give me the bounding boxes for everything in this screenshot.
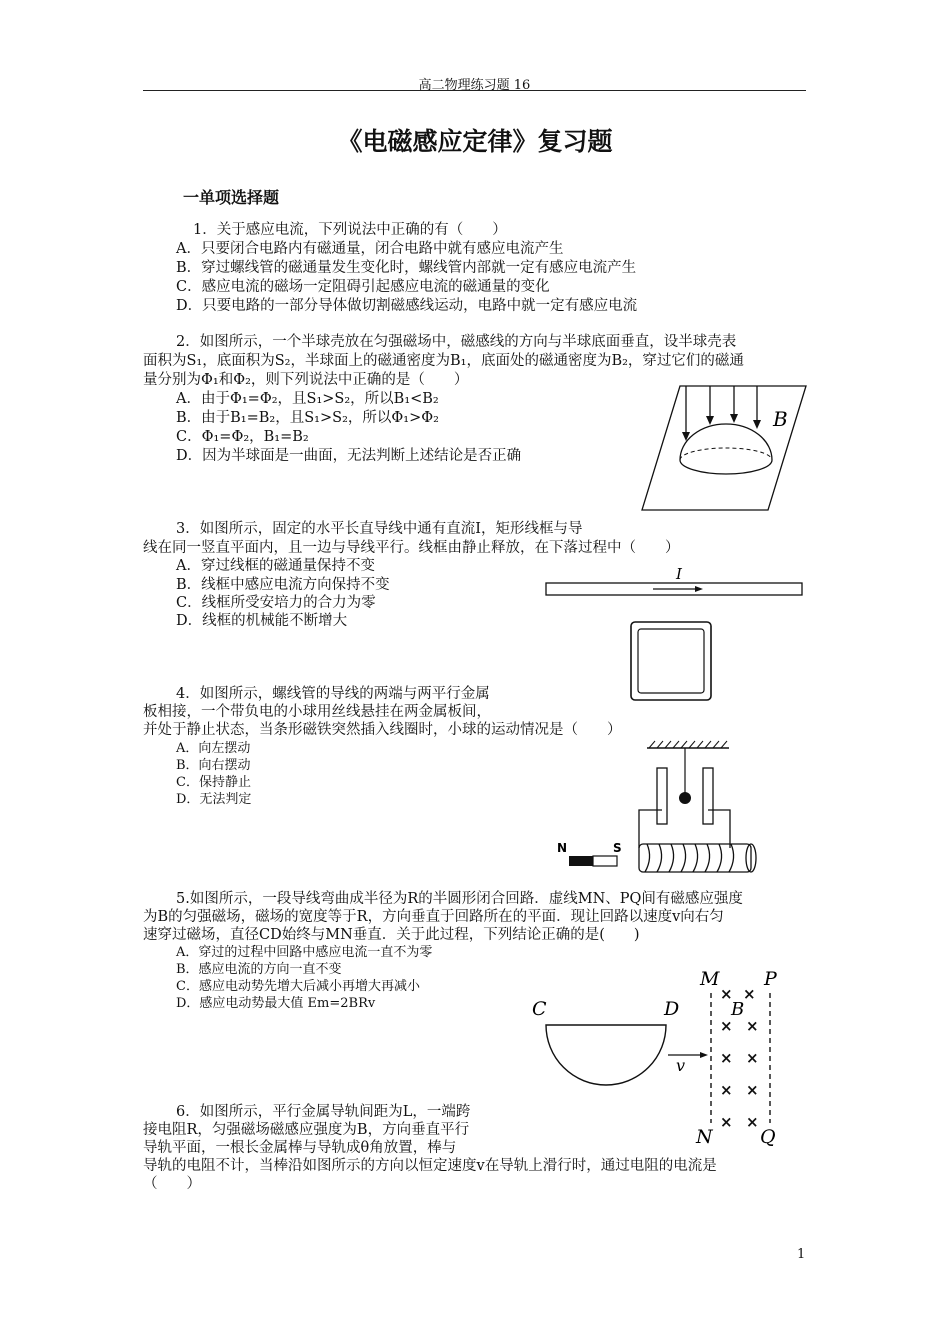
svg-text:×: × [746, 1081, 759, 1099]
q5-line1: 5.如图所示，一段导线弯曲成半径为R的半圆形闭合回路．虚线MN、PQ间有磁感应强度 [176, 891, 743, 907]
q5-label-m: M [700, 968, 720, 990]
q2-hemisphere-figure [640, 378, 810, 518]
svg-text:×: × [720, 985, 733, 1003]
q1-option-a: A．只要闭合电路内有磁通量，闭合电路中就有感应电流产生 [176, 241, 564, 257]
q4-option-c: C．保持静止 [176, 775, 251, 790]
section-heading: 一单项选择题 [183, 188, 280, 207]
q3-wire-loop-figure [545, 560, 807, 704]
q6-line1: 6．如图所示，平行金属导轨间距为L，一端跨 [176, 1104, 471, 1120]
svg-text:×: × [720, 1017, 733, 1035]
q5-option-b: B．感应电流的方向一直不变 [176, 962, 342, 977]
q5-option-c: C．感应电动势先增大后减小再增大再减小 [176, 979, 420, 994]
document-title: 《电磁感应定律》复习题 [337, 127, 613, 156]
q4-option-a: A．向左摆动 [176, 741, 251, 756]
svg-text:×: × [746, 1017, 759, 1035]
q6-line4: 导轨的电阻不计，当棒沿如图所示的方向以恒定速度v在导轨上滑行时，通过电阻的电流是 [143, 1158, 717, 1174]
q2-option-a: A．由于Φ₁=Φ₂，且S₁>S₂，所以B₁<B₂ [176, 391, 439, 407]
svg-text:×: × [746, 1049, 759, 1067]
q5-line3: 速穿过磁场，直径CD始终与MN垂直．关于此过程，下列结论正确的是( ) [143, 927, 640, 943]
q5-label-q: Q [760, 1126, 776, 1148]
q3-line1: 3．如图所示，固定的水平长直导线中通有直流I，矩形线框与导 [176, 521, 583, 537]
svg-text:×: × [743, 985, 756, 1003]
q3-option-d: D．线框的机械能不断增大 [176, 613, 348, 629]
q3-line2: 线在同一竖直平面内，且一边与导线平行。线框由静止释放，在下落过程中（ ） [143, 540, 680, 556]
q3-current-label: I [676, 565, 682, 583]
q5-label-d: D [664, 998, 680, 1020]
q5-label-b: B [731, 999, 745, 1020]
q2-line1: 2．如图所示，一个半球壳放在匀强磁场中，磁感线的方向与半球底面垂直，设半球壳表 [176, 334, 737, 350]
q6-line3: 导轨平面，一根长金属棒与导轨成θ角放置，棒与 [143, 1140, 457, 1156]
svg-text:×: × [720, 1049, 733, 1067]
q2-line3: 量分别为Φ₁和Φ₂，则下列说法中正确的是（ ） [143, 372, 469, 388]
q4-option-b: B．向右摆动 [176, 758, 251, 773]
q4-line3: 并处于静止状态，当条形磁铁突然插入线圈时，小球的运动情况是（ ） [143, 722, 622, 738]
q5-label-n: N [696, 1126, 713, 1148]
q3-option-b: B．线框中感应电流方向保持不变 [176, 577, 390, 593]
q5-option-d: D．感应电动势最大值 Em=2BRv [176, 996, 376, 1011]
q1-option-c: C．感应电流的磁场一定阻碍引起感应电流的磁通量的变化 [176, 279, 550, 295]
header-rule [143, 90, 806, 91]
q2-option-b: B．由于B₁=B₂，且S₁>S₂，所以Φ₁>Φ₂ [176, 410, 439, 426]
q1-stem: 1．关于感应电流，下列说法中正确的有（ ） [193, 222, 507, 238]
q4-solenoid-figure [555, 740, 765, 880]
svg-text:×: × [746, 1113, 759, 1131]
q2-option-c: C．Φ₁=Φ₂，B₁=B₂ [176, 429, 309, 445]
q4-line1: 4．如图所示，螺线管的导线的两端与两平行金属 [176, 686, 490, 702]
q4-option-d: D．无法判定 [176, 792, 252, 807]
q2-line2: 面积为S₁，底面积为S₂，半球面上的磁通密度为B₁，底面处的磁通密度为B₂，穿过它们的磁通 [143, 353, 744, 369]
q5-label-p: P [764, 968, 777, 990]
svg-text:×: × [720, 1113, 733, 1131]
q3-option-a: A．穿过线框的磁通量保持不变 [176, 558, 375, 574]
q5-option-a: A．穿过的过程中回路中感应电流一直不为零 [176, 945, 433, 960]
svg-text:×: × [720, 1081, 733, 1099]
q2-field-label: B [773, 407, 788, 431]
q2-option-d: D．因为半球面是一曲面，无法判断上述结论是否正确 [176, 448, 522, 464]
q6-line5: （ ） [143, 1176, 201, 1192]
q4-magnet-s: S [613, 841, 622, 855]
q6-line2: 接电阻R，匀强磁场磁感应强度为B，方向垂直平行 [143, 1122, 470, 1138]
q4-line2: 板相接，一个带负电的小球用丝线悬挂在两金属板间， [143, 704, 491, 720]
q1-option-d: D．只要电路的一部分导体做切割磁感线运动，电路中就一定有感应电流 [176, 298, 638, 314]
page-header: 高二物理练习题 16 [418, 78, 531, 93]
q4-magnet-n: N [557, 841, 568, 855]
q5-line2: 为B的匀强磁场，磁场的宽度等于R，方向垂直于回路所在的平面．现让回路以速度v向右匀 [143, 909, 724, 925]
q3-option-c: C．线框所受安培力的合力为零 [176, 595, 376, 611]
q5-label-c: C [532, 998, 547, 1020]
q5-semicircle-figure [528, 965, 798, 1150]
q1-option-b: B．穿过螺线管的磁通量发生变化时，螺线管内部就一定有感应电流产生 [176, 260, 637, 276]
q5-label-v: v [676, 1056, 686, 1075]
page-number: 1 [797, 1247, 806, 1262]
